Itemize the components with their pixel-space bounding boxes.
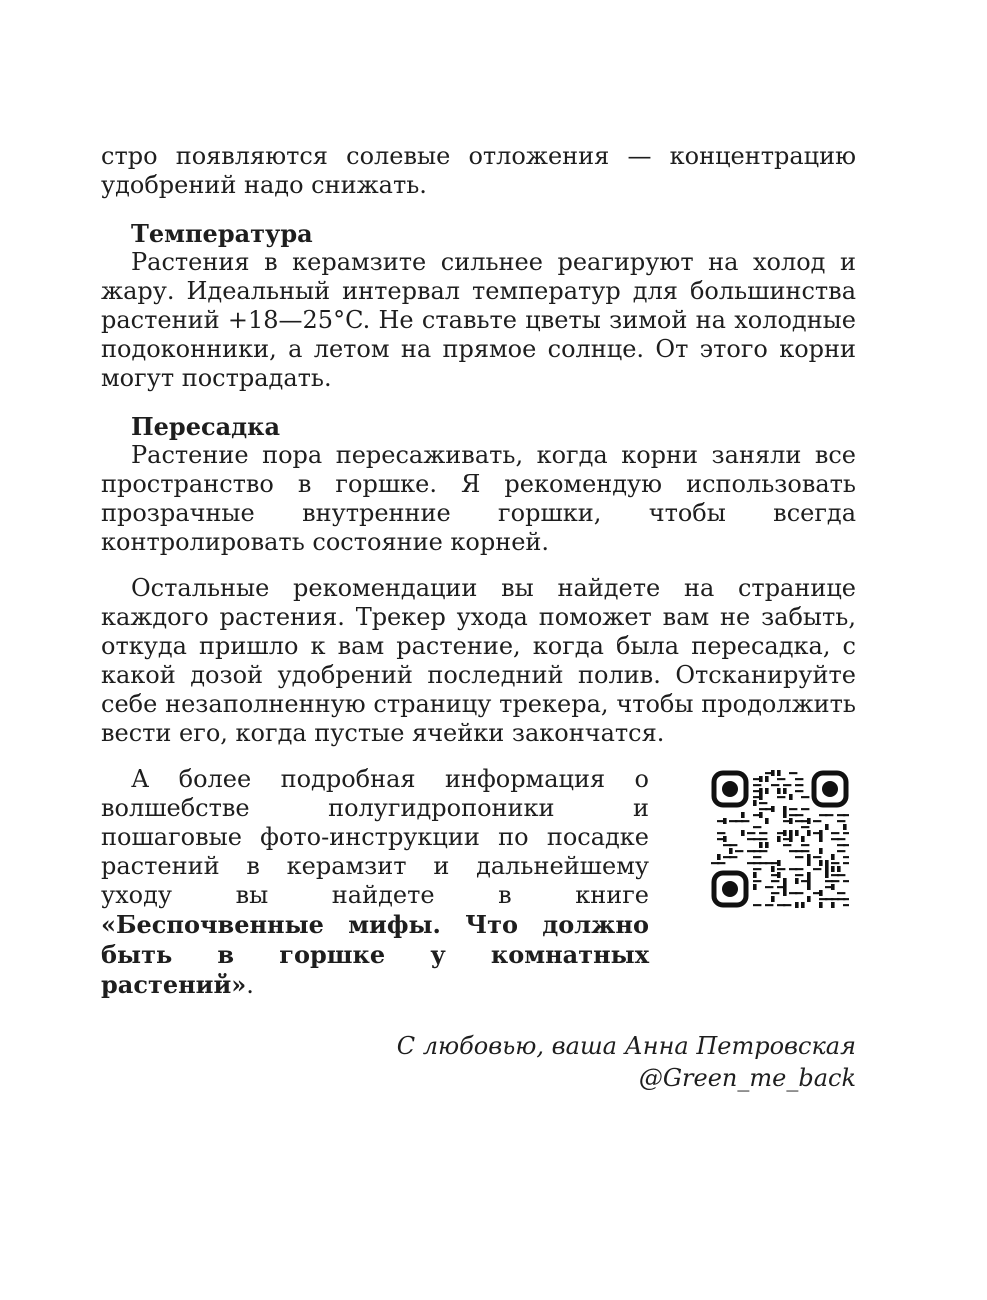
book-reference-end: . <box>246 971 254 999</box>
transplant-heading: Пересадка <box>131 412 281 441</box>
tracker-paragraph: Остальные рекомендации вы найдете на странице каждого растения. Трекер ухода поможет вам не забыть, откуда пришло к вам растение, когда была пересадка, с какой дозой удобрений последний полив. Отсканируйте себе незаполненную страницу трекера, чтобы продолжить вести его, когда пустые ячейки закончатся. <box>101 574 856 747</box>
temperature-paragraph: Растения в керамзите сильнее реагируют на холод и жару. Идеальный интервал температур для большинства растений +18—25°C. Не ставьте цветы зимой на холодные подоконники, а летом на прямое солнце. От этого корни могут пострадать. <box>101 248 856 392</box>
signature-line: С любовью, ваша Анна Петровская <box>396 1032 856 1060</box>
page-body <box>101 142 856 1094</box>
book-reference-block <box>101 765 856 1000</box>
temperature-heading: Температура <box>131 219 313 248</box>
book-reference-paragraph <box>101 765 649 1000</box>
signature <box>101 1030 856 1094</box>
book-reference-text: А более подробная информация о волшебстве полугидропоники и пошаговые фото-инструкции по посадке растений в керамзит и дальнейшему уходу вы найдете в книге <box>101 765 649 909</box>
intro-continuation-paragraph: стро появляются солевые отложения — концентрацию удобрений надо снижать. <box>101 142 856 199</box>
transplant-paragraph: Растение пора пересаживать, когда корни заняли все пространство в горшке. Я рекомендую использовать прозрачные внутренние горшки, чтобы всегда контролировать состояние корней. <box>101 441 856 556</box>
qr-code-icon[interactable] <box>711 770 849 908</box>
signature-handle: @Green_me_back <box>638 1064 856 1092</box>
book-title: «Беспочвенные мифы. Что должно быть в горшке у комнатных растений» <box>101 910 649 999</box>
